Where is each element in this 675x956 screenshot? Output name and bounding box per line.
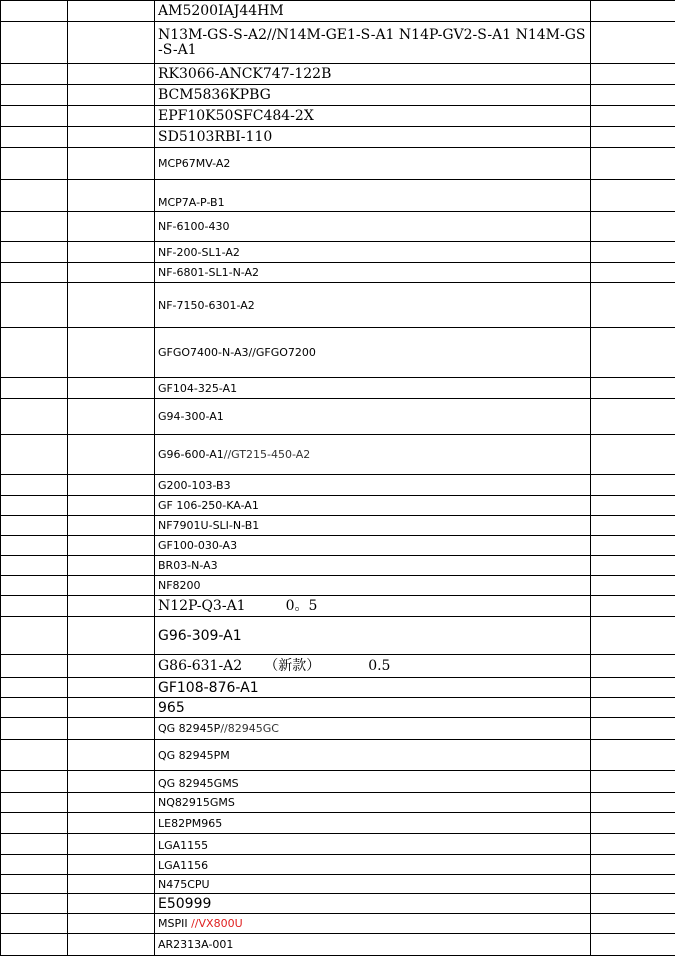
cell[interactable] bbox=[68, 496, 155, 516]
cell[interactable] bbox=[1, 148, 68, 180]
cell[interactable] bbox=[591, 85, 675, 106]
cell[interactable] bbox=[68, 64, 155, 85]
cell[interactable] bbox=[591, 496, 675, 516]
table-row bbox=[1, 127, 675, 148]
cell[interactable] bbox=[591, 328, 675, 378]
cell[interactable] bbox=[1, 934, 68, 956]
cell[interactable] bbox=[1, 212, 68, 242]
table-row bbox=[1, 576, 675, 596]
table-row bbox=[1, 516, 675, 536]
cell[interactable] bbox=[591, 576, 675, 596]
table-row bbox=[1, 263, 675, 283]
cell[interactable] bbox=[591, 64, 675, 85]
part-number-cell[interactable]: N475CPU bbox=[155, 875, 591, 894]
part-number-alternate: //GT215-450-A2 bbox=[224, 448, 310, 461]
cell[interactable] bbox=[1, 64, 68, 85]
cell[interactable] bbox=[68, 536, 155, 556]
part-number-cell[interactable]: LE82PM965 bbox=[155, 813, 591, 834]
cell[interactable] bbox=[68, 875, 155, 894]
cell[interactable] bbox=[68, 283, 155, 328]
cell[interactable] bbox=[68, 698, 155, 718]
cell[interactable] bbox=[591, 678, 675, 698]
table-row bbox=[1, 212, 675, 242]
cell[interactable] bbox=[68, 596, 155, 617]
part-number-cell[interactable]: NQ82915GMS bbox=[155, 793, 591, 813]
part-number-cell[interactable]: NF7901U-SLI-N-B1 bbox=[155, 516, 591, 536]
part-number-cell[interactable]: BCM5836KPBG bbox=[155, 85, 591, 106]
table-row bbox=[1, 435, 675, 475]
cell[interactable] bbox=[1, 576, 68, 596]
cell[interactable] bbox=[1, 617, 68, 655]
table-row bbox=[1, 698, 675, 718]
part-number-cell[interactable]: 965 bbox=[155, 698, 591, 718]
cell[interactable] bbox=[1, 793, 68, 813]
cell[interactable] bbox=[1, 180, 68, 212]
cell[interactable] bbox=[1, 399, 68, 435]
cell[interactable] bbox=[68, 617, 155, 655]
cell[interactable] bbox=[1, 556, 68, 576]
part-number-cell[interactable]: NF-7150-6301-A2 bbox=[155, 283, 591, 328]
table-row bbox=[1, 22, 675, 64]
cell[interactable] bbox=[1, 855, 68, 875]
cell[interactable] bbox=[591, 834, 675, 855]
cell[interactable] bbox=[68, 263, 155, 283]
part-number-cell[interactable]: NF-6100-430 bbox=[155, 212, 591, 242]
cell[interactable] bbox=[1, 596, 68, 617]
part-number-cell[interactable]: NF-200-SL1-A2 bbox=[155, 242, 591, 263]
cell[interactable] bbox=[591, 475, 675, 496]
cell[interactable] bbox=[68, 655, 155, 678]
cell[interactable] bbox=[1, 263, 68, 283]
part-number-cell[interactable]: NF-6801-SL1-N-A2 bbox=[155, 263, 591, 283]
cell[interactable] bbox=[68, 914, 155, 934]
cell[interactable] bbox=[591, 516, 675, 536]
cell[interactable] bbox=[68, 475, 155, 496]
cell[interactable] bbox=[591, 875, 675, 894]
table-row bbox=[1, 475, 675, 496]
part-number-cell[interactable] bbox=[155, 435, 591, 475]
part-number-primary: MSPII bbox=[158, 917, 188, 930]
part-number-cell[interactable] bbox=[155, 718, 591, 740]
cell[interactable] bbox=[591, 263, 675, 283]
part-number-cell[interactable]: E50999 bbox=[155, 894, 591, 914]
cell[interactable] bbox=[1, 516, 68, 536]
part-number-cell[interactable]: G96-309-A1 bbox=[155, 617, 591, 655]
part-number-cell[interactable]: N13M-GS-S-A2//N14M-GE1-S-A1 N14P-GV2-S-A1 N14M-GS-S-A1 bbox=[155, 22, 591, 64]
part-number-cell[interactable]: G200-103-B3 bbox=[155, 475, 591, 496]
cell[interactable] bbox=[68, 771, 155, 793]
cell[interactable] bbox=[68, 834, 155, 855]
cell[interactable] bbox=[68, 127, 155, 148]
cell[interactable] bbox=[591, 378, 675, 399]
table-row bbox=[1, 813, 675, 834]
table-row bbox=[1, 894, 675, 914]
cell[interactable] bbox=[591, 399, 675, 435]
table-row bbox=[1, 678, 675, 698]
part-number-cell[interactable]: MCP67MV-A2 bbox=[155, 148, 591, 180]
cell[interactable] bbox=[68, 399, 155, 435]
cell[interactable] bbox=[591, 536, 675, 556]
part-number-cell[interactable]: AM5200IAJ44HM bbox=[155, 1, 591, 22]
part-number-alternate-highlight: //VX800U bbox=[188, 917, 243, 930]
part-number-primary: QG 82945P bbox=[158, 722, 220, 735]
cell[interactable] bbox=[591, 283, 675, 328]
cell[interactable] bbox=[68, 934, 155, 956]
cell[interactable] bbox=[1, 328, 68, 378]
cell[interactable] bbox=[68, 718, 155, 740]
cell[interactable] bbox=[1, 496, 68, 516]
part-number-primary: G96-600-A1 bbox=[158, 448, 224, 461]
cell[interactable] bbox=[68, 576, 155, 596]
part-number-cell[interactable] bbox=[155, 914, 591, 934]
part-note: 0。5 bbox=[286, 598, 318, 614]
part-number-cell[interactable]: GF 106-250-KA-A1 bbox=[155, 496, 591, 516]
part-number-cell[interactable] bbox=[155, 596, 591, 617]
cell[interactable] bbox=[591, 22, 675, 64]
cell[interactable] bbox=[1, 435, 68, 475]
cell[interactable] bbox=[68, 1, 155, 22]
cell[interactable] bbox=[591, 596, 675, 617]
table-row bbox=[1, 536, 675, 556]
cell[interactable] bbox=[68, 435, 155, 475]
table-row bbox=[1, 834, 675, 855]
cell[interactable] bbox=[68, 516, 155, 536]
table-row bbox=[1, 655, 675, 678]
table-row bbox=[1, 914, 675, 934]
cell[interactable] bbox=[68, 22, 155, 64]
cell[interactable] bbox=[1, 242, 68, 263]
table-row bbox=[1, 771, 675, 793]
cell[interactable] bbox=[68, 678, 155, 698]
table-row bbox=[1, 556, 675, 576]
cell[interactable] bbox=[68, 148, 155, 180]
cell[interactable] bbox=[591, 894, 675, 914]
part-number-cell[interactable]: QG 82945GMS bbox=[155, 771, 591, 793]
part-number-cell[interactable]: GF100-030-A3 bbox=[155, 536, 591, 556]
cell[interactable] bbox=[1, 378, 68, 399]
table-row bbox=[1, 378, 675, 399]
cell[interactable] bbox=[591, 242, 675, 263]
table-row bbox=[1, 934, 675, 956]
cell[interactable] bbox=[591, 148, 675, 180]
table-row bbox=[1, 148, 675, 180]
table-row bbox=[1, 793, 675, 813]
cell[interactable] bbox=[68, 106, 155, 127]
cell[interactable] bbox=[68, 378, 155, 399]
cell[interactable] bbox=[591, 106, 675, 127]
cell[interactable] bbox=[1, 740, 68, 771]
part-number-cell[interactable] bbox=[155, 655, 591, 678]
part-number-cell[interactable]: LGA1156 bbox=[155, 855, 591, 875]
part-number-cell[interactable]: GFGO7400-N-A3//GFGO7200 bbox=[155, 328, 591, 378]
cell[interactable] bbox=[591, 698, 675, 718]
cell[interactable] bbox=[1, 536, 68, 556]
part-number-cell[interactable]: LGA1155 bbox=[155, 834, 591, 855]
cell[interactable] bbox=[591, 617, 675, 655]
part-number-cell[interactable]: GF104-325-A1 bbox=[155, 378, 591, 399]
part-number-cell[interactable]: QG 82945PM bbox=[155, 740, 591, 771]
table-row bbox=[1, 718, 675, 740]
cell[interactable] bbox=[1, 718, 68, 740]
cell[interactable] bbox=[591, 914, 675, 934]
cell[interactable] bbox=[1, 475, 68, 496]
cell[interactable] bbox=[591, 771, 675, 793]
cell[interactable] bbox=[591, 435, 675, 475]
cell[interactable] bbox=[68, 813, 155, 834]
table-row bbox=[1, 740, 675, 771]
table-row bbox=[1, 242, 675, 263]
table-row bbox=[1, 399, 675, 435]
part-number-cell[interactable]: EPF10K50SFC484-2X bbox=[155, 106, 591, 127]
part-number-cell[interactable]: AR2313A-001 bbox=[155, 934, 591, 956]
cell[interactable] bbox=[68, 212, 155, 242]
table-row bbox=[1, 496, 675, 516]
cell[interactable] bbox=[1, 283, 68, 328]
cell[interactable] bbox=[591, 212, 675, 242]
table-row bbox=[1, 328, 675, 378]
table-row bbox=[1, 617, 675, 655]
cell[interactable] bbox=[591, 813, 675, 834]
cell[interactable] bbox=[1, 914, 68, 934]
cell[interactable] bbox=[1, 698, 68, 718]
part-number-primary: G86-631-A2 bbox=[158, 658, 242, 674]
table-row bbox=[1, 180, 675, 212]
cell[interactable] bbox=[1, 655, 68, 678]
part-note: 0.5 bbox=[368, 658, 390, 674]
table-row bbox=[1, 1, 675, 22]
cell[interactable] bbox=[1, 834, 68, 855]
cell[interactable] bbox=[591, 855, 675, 875]
part-number-cell[interactable]: BR03-N-A3 bbox=[155, 556, 591, 576]
cell[interactable] bbox=[1, 894, 68, 914]
cell[interactable] bbox=[591, 556, 675, 576]
part-number-cell[interactable]: NF8200 bbox=[155, 576, 591, 596]
cell[interactable] bbox=[68, 242, 155, 263]
cell[interactable] bbox=[591, 934, 675, 956]
part-number-cell[interactable]: G94-300-A1 bbox=[155, 399, 591, 435]
part-number-cell[interactable]: RK3066-ANCK747-122B bbox=[155, 64, 591, 85]
table-row bbox=[1, 875, 675, 894]
cell[interactable] bbox=[68, 328, 155, 378]
cell[interactable] bbox=[1, 106, 68, 127]
table-row bbox=[1, 596, 675, 617]
cell[interactable] bbox=[1, 1, 68, 22]
cell[interactable] bbox=[591, 1, 675, 22]
cell[interactable] bbox=[591, 180, 675, 212]
part-number-cell[interactable]: GF108-876-A1 bbox=[155, 678, 591, 698]
cell[interactable] bbox=[68, 556, 155, 576]
cell[interactable] bbox=[68, 894, 155, 914]
cell[interactable] bbox=[1, 771, 68, 793]
cell[interactable] bbox=[68, 793, 155, 813]
cell[interactable] bbox=[1, 813, 68, 834]
part-note-new: （新款） bbox=[264, 658, 320, 674]
cell[interactable] bbox=[591, 793, 675, 813]
cell[interactable] bbox=[1, 22, 68, 64]
table-row bbox=[1, 283, 675, 328]
cell[interactable] bbox=[68, 85, 155, 106]
cell[interactable] bbox=[68, 180, 155, 212]
part-number-cell[interactable]: SD5103RBI-110 bbox=[155, 127, 591, 148]
cell[interactable] bbox=[1, 85, 68, 106]
cell[interactable] bbox=[1, 875, 68, 894]
part-number-cell[interactable]: MCP7A-P-B1 bbox=[155, 180, 591, 212]
table-row bbox=[1, 85, 675, 106]
table-row bbox=[1, 855, 675, 875]
table-row bbox=[1, 106, 675, 127]
cell[interactable] bbox=[68, 740, 155, 771]
cell[interactable] bbox=[591, 655, 675, 678]
cell[interactable] bbox=[591, 718, 675, 740]
cell[interactable] bbox=[1, 678, 68, 698]
table-row bbox=[1, 64, 675, 85]
cell[interactable] bbox=[68, 855, 155, 875]
cell[interactable] bbox=[1, 127, 68, 148]
part-number-alternate: //82945GC bbox=[220, 722, 279, 735]
cell[interactable] bbox=[591, 127, 675, 148]
cell[interactable] bbox=[591, 740, 675, 771]
part-number-primary: N12P-Q3-A1 bbox=[158, 598, 246, 614]
